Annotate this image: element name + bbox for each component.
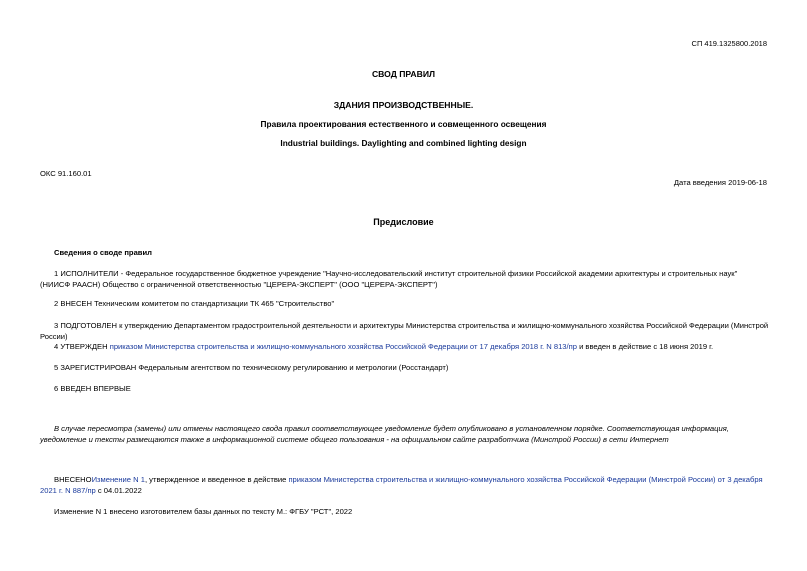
preface-heading: Предисловие (373, 217, 434, 227)
doc-subtitle-ru: Правила проектирования естественного и совмещенного освещения (260, 119, 547, 129)
preface-intro: Сведения о своде правил (54, 248, 152, 257)
preface-item-2: 2 ВНЕСЕН Техническим комитетом по стандартизации ТК 465 "Строительство" (54, 299, 335, 308)
preface-item-3: 3 ПОДГОТОВЛЕН к утверждению Департаментом градостроительной деятельности и архитектуры Министерства строительства и жилищно-коммунального хозяйства Российской Федерации (Минстрой России) (40, 321, 769, 342)
oks-code: ОКС 91.160.01 (40, 169, 92, 178)
item-4-prefix: 4 УТВЕРЖДЕН (54, 342, 110, 351)
doc-kind-title: СВОД ПРАВИЛ (371, 69, 436, 79)
doc-subtitle-en: Industrial buildings. Daylighting and combined lighting design (280, 138, 527, 148)
amendment-suffix: с 04.01.2022 (95, 486, 142, 496)
preface-item-4 (40, 341, 769, 352)
amendment-1-link[interactable]: Изменение N 1 (91, 475, 145, 484)
amendment-order-link[interactable]: приказом Министерства строительства и жилищно-коммунального хозяйства Российской Федерации (Минстрой России) от 3 декабря 2021 г. N 887/пр (40, 475, 763, 496)
amendment-source-note: Изменение N 1 внесено изготовителем базы данных по тексту М.: ФГБУ "РСТ", 2022 (54, 507, 353, 516)
amendment-prefix: ВНЕСЕНО (54, 475, 92, 484)
amendment-middle: , утвержденное и введенное в действие (144, 475, 289, 484)
document-code: СП 419.1325800.2018 (691, 39, 767, 48)
preface-item-6: 6 ВВЕДЕН ВПЕРВЫЕ (54, 384, 131, 393)
amendment-paragraph (40, 474, 769, 497)
effective-date: Дата введения 2019-06-18 (673, 178, 767, 187)
approval-order-link[interactable]: приказом Министерства строительства и жилищно-коммунального хозяйства Российской Федерации от 17 декабря 2018 г. N 813/пр (109, 342, 577, 351)
doc-name-title: ЗДАНИЯ ПРОИЗВОДСТВЕННЫЕ. (333, 100, 474, 110)
preface-item-5: 5 ЗАРЕГИСТРИРОВАН Федеральным агентством по техническому регулированию и метрологии (Росстандарт) (54, 363, 449, 372)
preface-item-1: 1 ИСПОЛНИТЕЛИ - Федеральное государственное бюджетное учреждение "Научно-исследовательский институт строительной физики Российской академии архитектуры и строительных наук" (НИИСФ РААСН) Общество с ограниченной ответственностью "ЦЕРЕРА-ЭКСПЕРТ" (ООО "ЦЕРЕРА-ЭКСПЕРТ") (40, 269, 738, 290)
revision-notice: В случае пересмотра (замены) или отмены настоящего свода правил соответствующее уведомление будет опубликовано в установленном порядке. Соответствующая информация, уведомление и тексты размещаются также в информационной системе общего пользования - на официальном сайте разработчика (Минстрой России) в сети Интернет (40, 424, 729, 445)
item-4-suffix: и введен в действие с 18 июня 2019 г. (576, 342, 714, 351)
